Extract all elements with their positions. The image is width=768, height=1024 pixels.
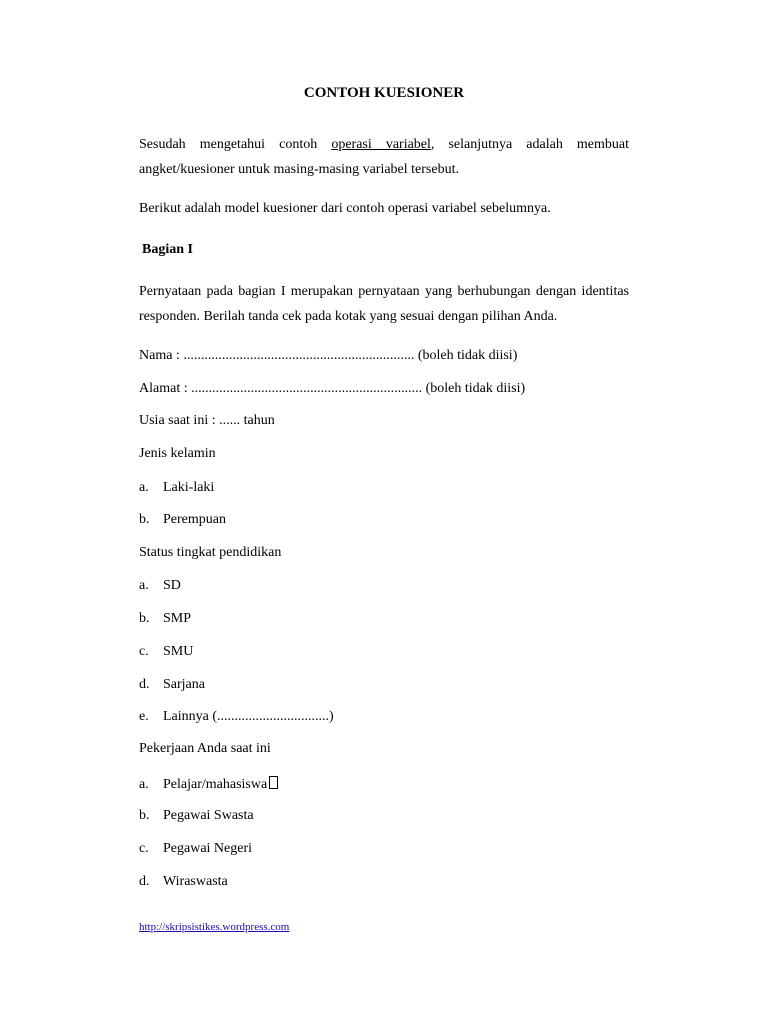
intro-text-before-link: Sesudah mengetahui contoh — [139, 137, 332, 152]
footer-source-link[interactable]: http://skripsistikes.wordpress.com — [139, 921, 290, 933]
option-marker: b. — [139, 512, 150, 527]
section-desc-line-2: responden. Berilah tanda cek pada kotak yang sesuai dengan pilihan Anda. — [139, 309, 558, 324]
option-text: Pelajar/mahasiswa — [163, 777, 268, 792]
option-text: SD — [163, 578, 181, 593]
job-option-c — [139, 841, 252, 857]
section-heading: Bagian I — [142, 242, 193, 257]
option-text: Pegawai Negeri — [163, 841, 253, 856]
option-text: SMU — [163, 644, 194, 659]
option-marker: b. — [139, 808, 150, 823]
intro-paragraph — [139, 132, 629, 182]
job-option-d — [139, 874, 228, 890]
education-option-d — [139, 677, 205, 693]
option-text: Sarjana — [163, 677, 205, 692]
option-marker: d. — [139, 677, 150, 692]
option-text: Perempuan — [163, 512, 226, 527]
option-marker: b. — [139, 611, 150, 626]
option-marker: c. — [139, 841, 149, 856]
job-option-a — [139, 776, 278, 793]
option-marker: c. — [139, 644, 149, 659]
job-label: Pekerjaan Anda saat ini — [139, 741, 271, 756]
name-field: Nama : .................................................................. (boleh tidak diisi) — [139, 348, 518, 363]
option-marker: a. — [139, 777, 149, 792]
intro-line-2: angket/kuesioner untuk masing-masing variabel tersebut. — [139, 162, 459, 177]
option-text: Wiraswasta — [163, 874, 228, 889]
gender-option-a — [139, 480, 214, 496]
document-title: CONTOH KUESIONER — [303, 85, 465, 101]
option-text: Pegawai Swasta — [163, 808, 254, 823]
intro-line-1 — [139, 132, 629, 157]
gender-label: Jenis kelamin — [139, 446, 216, 461]
intro-text-after-link: , selanjutnya adalah membuat — [430, 137, 630, 152]
option-marker: d. — [139, 874, 150, 889]
option-text: Laki-laki — [163, 480, 215, 495]
checkbox-icon[interactable] — [269, 776, 278, 789]
education-label: Status tingkat pendidikan — [139, 545, 282, 560]
option-marker: a. — [139, 578, 149, 593]
intro-paragraph-2: Berikut adalah model kuesioner dari contoh operasi variabel sebelumnya. — [139, 201, 551, 216]
education-option-a — [139, 578, 181, 594]
education-option-c — [139, 644, 193, 660]
option-marker: a. — [139, 480, 149, 495]
operasi-variabel-link[interactable]: operasi variabel — [331, 137, 431, 152]
education-option-e — [139, 709, 334, 725]
section-desc-line-1: Pernyataan pada bagian I merupakan pernyataan yang berhubungan dengan identitas — [139, 284, 629, 299]
option-text: SMP — [163, 611, 192, 626]
address-field: Alamat : .................................................................. (boleh tidak diisi) — [139, 381, 526, 396]
age-field: Usia saat ini : ...... tahun — [139, 413, 275, 428]
option-text: Lainnya (................................) — [163, 709, 334, 724]
gender-option-b — [139, 512, 226, 528]
education-option-b — [139, 611, 191, 627]
option-marker: e. — [139, 709, 149, 724]
job-option-b — [139, 808, 254, 824]
section-description — [139, 279, 629, 329]
